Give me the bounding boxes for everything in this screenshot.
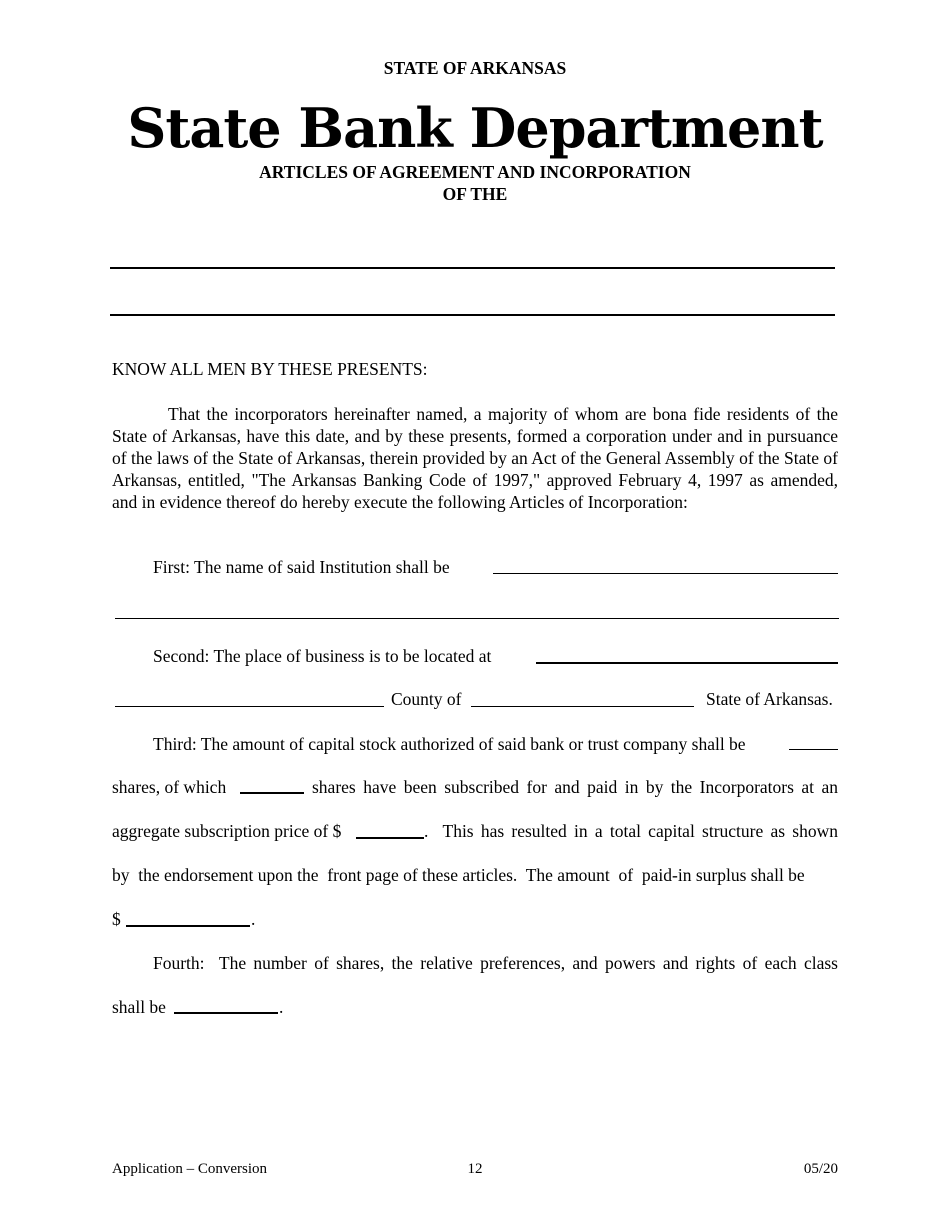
footer-page-number: 12 — [467, 1161, 483, 1177]
shares-of-which-text: shares, of which — [112, 777, 227, 797]
institution-name-blank-continued[interactable] — [115, 618, 839, 619]
footer-date: 05/20 — [803, 1161, 838, 1177]
subscription-price-text: aggregate subscription price of $ — [112, 821, 342, 841]
institution-name-line-1[interactable] — [110, 267, 835, 269]
share-classes-blank[interactable] — [174, 1012, 278, 1014]
county-blank[interactable] — [471, 706, 694, 707]
intro-paragraph: That the incorporators hereinafter named, a majority of whom are bona fide residents of the State of Arkansas, have this date, and by these presents, formed a corporation under and in pursuance of the laws of the State of Arkansas, therein provided by an Act of the General Assembly of the State of Arkansas, entitled, "The Arkansas Banking Code of 1997," approved February 4, 1997 as amended, and in evidence thereof do hereby execute the following Articles of Incorporation: — [112, 404, 838, 512]
city-blank[interactable] — [115, 706, 384, 707]
paid-in-surplus-text: by the endorsement upon the front page of these articles. The amount of paid-in surplus shall be — [112, 865, 805, 885]
subscription-price-blank[interactable] — [356, 837, 424, 839]
place-of-business-blank[interactable] — [536, 662, 838, 664]
shall-be-text: shall be — [112, 997, 166, 1017]
first-article-text: First: The name of said Institution shall be — [153, 557, 450, 577]
institution-name-blank[interactable] — [493, 573, 838, 574]
articles-title: ARTICLES OF AGREEMENT AND INCORPORATION — [259, 162, 691, 182]
capital-structure-text: . This has resulted in a total capital structure as shown — [424, 821, 838, 841]
fourth-period: . — [279, 997, 284, 1017]
department-title: State Bank Department — [127, 96, 823, 160]
surplus-dollar-sign: $ — [112, 909, 121, 929]
salutation: KNOW ALL MEN BY THESE PRESENTS: — [112, 359, 428, 379]
shares-subscribed-text: shares have been subscribed for and paid in by the Incorporators at an — [312, 777, 838, 797]
institution-name-line-2[interactable] — [110, 314, 835, 316]
state-of-arkansas-label: State of Arkansas. — [706, 689, 833, 709]
fourth-article-text: Fourth: The number of shares, the relative preferences, and powers and rights of each class — [153, 953, 838, 973]
articles-subtitle: OF THE — [442, 184, 508, 204]
surplus-period: . — [251, 909, 256, 929]
third-article-text: Third: The amount of capital stock authorized of said bank or trust company shall be — [153, 734, 746, 754]
second-article-text: Second: The place of business is to be located at — [153, 646, 492, 666]
authorized-shares-blank[interactable] — [789, 749, 838, 750]
county-of-label: County of — [391, 689, 462, 709]
paid-in-surplus-blank[interactable] — [126, 925, 250, 927]
footer-form-name: Application – Conversion — [112, 1161, 267, 1177]
state-heading: STATE OF ARKANSAS — [383, 58, 567, 78]
subscribed-shares-blank[interactable] — [240, 792, 304, 794]
